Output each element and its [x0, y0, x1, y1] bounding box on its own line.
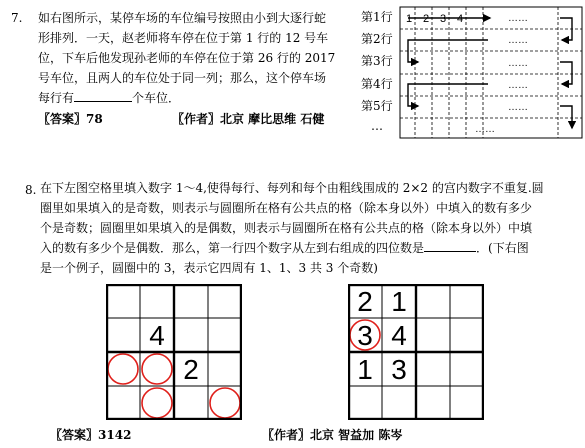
row-label: 第3行 — [361, 54, 393, 68]
parking-dots: …… — [508, 13, 528, 24]
answer-label: 〖答案〗 — [50, 428, 99, 442]
problem-8-line-2: 圈里如果填入的是奇数，则表示与圆圈所在格有公共点的格（除本身以外）中填入的数有多少 — [40, 201, 533, 215]
grid-circle — [210, 388, 240, 418]
parking-dots: …… — [508, 58, 528, 69]
problem-7-text — [38, 8, 335, 108]
parking-lot-figure — [390, 4, 585, 140]
parking-number: 1 — [406, 13, 413, 25]
left-puzzle-grid — [106, 284, 242, 420]
row-label: 第5行 — [361, 99, 393, 113]
problem-7-line-1: 如右图所示，某停车场的车位编号按照由小到大逐行蛇 — [38, 11, 327, 25]
grid-digit: 3 — [357, 320, 373, 351]
problem-8-line-4 — [40, 238, 544, 258]
problem-7-line-2: 形排列．一天，赵老师将车停在位于第 1 行的 12 号车 — [38, 31, 329, 45]
parking-dots: …… — [475, 124, 495, 135]
problem-8-line-4-after: ．(下右图 — [476, 241, 529, 255]
parking-grid-lines — [400, 7, 582, 138]
problem-8-line-3: 个是奇数；圆圈里如果填入的是偶数，则表示与圆圈所在格有公共点的格（除本身以外）中填 — [40, 221, 533, 235]
parking-dots: …… — [508, 102, 528, 113]
problem-8-number: 8. — [25, 183, 37, 197]
problem-7-answer-blank — [74, 89, 132, 102]
problem-8-line-1: 在下左图空格里填入数字 1～4,使得每行、每列和每个由粗线围成的 2×2 的宫内数字不重复.圆 — [40, 181, 544, 195]
problem-8-author: 〖作者〗北京 智益加 陈岑 — [262, 428, 403, 442]
grid-circle — [142, 354, 172, 384]
answer-value: 3142 — [98, 428, 132, 442]
problem-8-text — [40, 178, 544, 278]
row-label: 第4行 — [361, 77, 393, 91]
problem-7-line-4: 号车位，且两人的车位处于同一列；那么，这个停车场 — [38, 71, 327, 85]
problem-7-line-5-after: 个车位． — [132, 91, 181, 105]
problem-8-answer-blank — [424, 239, 476, 252]
grid-digit: 4 — [149, 320, 165, 351]
right-example-grid — [348, 284, 484, 420]
grid-digit: 1 — [391, 286, 407, 317]
parking-dots: …… — [508, 80, 528, 91]
problem-7-line-3: 位，下车后他发现孙老师的车停在位于第 26 行的 2017 — [38, 51, 336, 65]
problem-7-author: 〖作者〗北京 摩比思维 石健 — [172, 112, 325, 126]
grid-digit: 3 — [391, 354, 407, 385]
answer-value: 78 — [86, 112, 103, 126]
row-label: … — [371, 119, 383, 133]
parking-number: 3 — [440, 13, 447, 25]
parking-dots: …… — [508, 35, 528, 46]
problem-8-answer — [50, 426, 131, 443]
row-label: 第2行 — [361, 32, 393, 46]
parking-number: 4 — [457, 13, 464, 25]
grid-digit: 1 — [357, 354, 373, 385]
problem-7-line-5-before: 每行有 — [38, 91, 75, 105]
snake-path-arrows — [408, 18, 572, 128]
grid-circle — [142, 388, 172, 418]
problem-7-answer — [38, 110, 103, 127]
problem-7-line-5 — [38, 88, 335, 108]
grid-digit: 2 — [183, 354, 199, 385]
problem-7-number: 7. — [11, 11, 23, 25]
grid-digit: 4 — [391, 320, 407, 351]
row-label: 第1行 — [361, 10, 393, 24]
grid-digit: 2 — [357, 286, 373, 317]
grid-circle — [108, 354, 138, 384]
thick-box-lines — [106, 284, 242, 420]
problem-8-line-4-before: 入的数有多少个是偶数．那么，第一行四个数字从左到右组成的四位数是 — [40, 241, 425, 255]
parking-number: 2 — [423, 13, 430, 25]
problem-8-line-5: 是一个例子，圆圈中的 3，表示它四周有 1、1、3 共 3 个奇数) — [40, 261, 378, 275]
answer-label: 〖答案〗 — [38, 112, 87, 126]
